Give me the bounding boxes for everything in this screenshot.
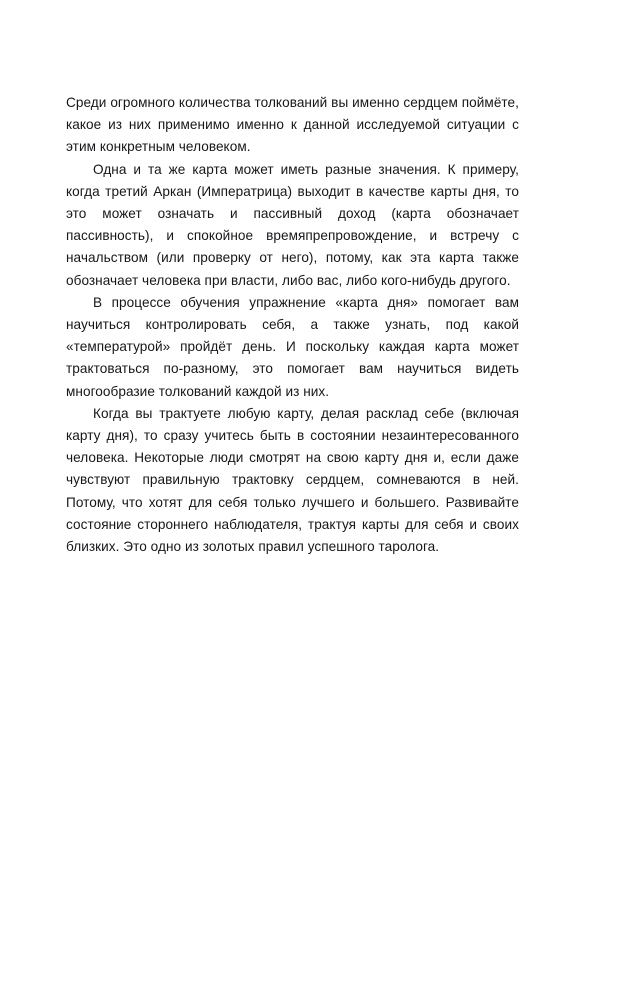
body-text — [66, 92, 519, 558]
paragraph: Когда вы трактуете любую карту, делая расклад себе (включая карту дня), то сразу учитесь быть в состоянии незаинтересованного человека. Некоторые люди смотрят на свою карту дня и, если даже чувствуют правильную трактовку сердцем, сомневаются в ней. Потому, что хотят для себя только лучшего и большего. Развивайте состояние стороннего наблюдателя, трактуя карты для себя и своих близких. Это одно из золотых правил успешного таролога. — [66, 405, 519, 555]
paragraph: Одна и та же карта может иметь разные значения. К примеру, когда третий Аркан (Императрица) выходит в качестве карты дня, то это может означать и пассивный доход (карта обозначает пассивность), и спокойное времяпрепровождение, и встречу с начальством (или проверку от него), потому, как эта карта также обозначает человека при власти, либо вас, либо кого-нибудь другого. — [66, 161, 519, 288]
paragraph: В процессе обучения упражнение «карта дня» помогает вам научиться контролировать себя, а также узнать, под какой «температурой» пройдёт день. И поскольку каждая карта может трактоваться по-разному, это помогает вам научиться видеть многообразие толкований каждой из них. — [66, 294, 519, 399]
paragraph: Среди огромного количества толкований вы именно сердцем поймёте, какое из них применимо именно к данной исследуемой ситуации с этим конкретным человеком. — [66, 95, 519, 155]
